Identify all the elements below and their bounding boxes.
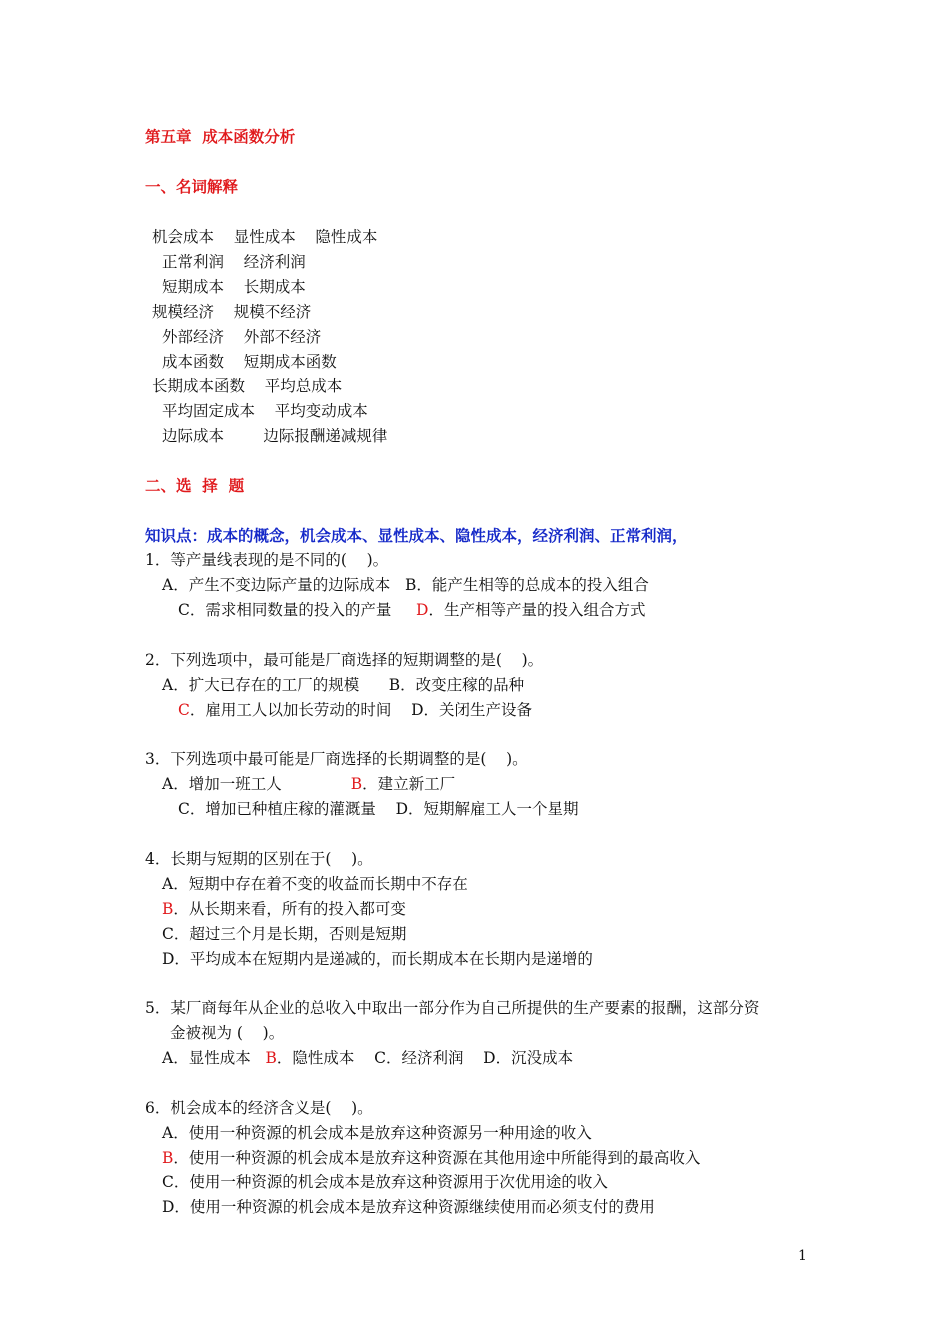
- q3-answer-letter: B: [350, 775, 363, 793]
- q1-option-d: ．生产相等产量的投入组合方式: [428, 601, 646, 619]
- section2-title: 二、选 择 题: [145, 476, 245, 495]
- q2-options-cd: [178, 700, 532, 720]
- term-line-8: 平均固定成本 平均变动成本: [162, 402, 368, 420]
- page-number: 1: [798, 1248, 807, 1264]
- q6-stem: 6．机会成本的经济含义是( )。: [145, 1099, 373, 1117]
- q3-stem: 3．下列选项中最可能是厂商选择的长期调整的是( )。: [145, 750, 528, 768]
- q2-answer-letter: C: [178, 701, 190, 719]
- q3-option-a: A．增加一班工人: [162, 775, 351, 793]
- q6-answer-letter: B: [162, 1149, 174, 1167]
- q1-options-ab: A．产生不变边际产量的边际成本 B．能产生相等的总成本的投入组合: [162, 576, 649, 594]
- q5-answer-letter: B: [265, 1049, 277, 1067]
- term-line-1: 机会成本 显性成本 隐性成本: [152, 228, 378, 246]
- term-line-2: 正常利润 经济利润: [162, 253, 306, 271]
- q6-option-b-line: [162, 1148, 700, 1168]
- q4-answer-letter: B: [162, 900, 174, 918]
- term-line-9: 边际成本 边际报酬递减规律: [162, 427, 388, 445]
- q5-option-bcd: ．隐性成本 C．经济利润 D．沉没成本: [276, 1049, 574, 1067]
- q6-option-c: C．使用一种资源的机会成本是放弃这种资源用于次优用途的收入: [162, 1173, 608, 1191]
- q2-option-cd: ．雇用工人以加长劳动的时间 D．关闭生产设备: [189, 701, 533, 719]
- q2-options-ab: A．扩大已存在的工厂的规模 B．改变庄稼的品种: [162, 676, 525, 694]
- q4-option-b-line: [162, 899, 406, 919]
- q3-options-cd: C．增加已种植庄稼的灌溉量 D．短期解雇工人一个星期: [178, 800, 579, 818]
- q4-option-c: C．超过三个月是长期，否则是短期: [162, 925, 407, 943]
- q3-options-ab: [162, 774, 455, 794]
- q4-stem: 4．长期与短期的区别在于( )。: [145, 850, 373, 868]
- q5-options: [162, 1048, 573, 1068]
- q1-answer-letter: D: [416, 601, 429, 619]
- term-line-6: 成本函数 短期成本函数: [162, 353, 337, 371]
- chapter-title: 第五章 成本函数分析: [145, 127, 296, 146]
- term-line-4: 规模经济 规模不经济: [152, 303, 312, 321]
- term-line-5: 外部经济 外部不经济: [162, 328, 322, 346]
- q4-option-a: A．短期中存在着不变的收益而长期中不存在: [162, 875, 468, 893]
- q4-option-b: ．从长期来看，所有的投入都可变: [173, 900, 406, 918]
- q6-option-a: A．使用一种资源的机会成本是放弃这种资源另一种用途的收入: [162, 1124, 592, 1142]
- q6-option-b: ．使用一种资源的机会成本是放弃这种资源在其他用途中所能得到的最高收入: [173, 1149, 701, 1167]
- q2-stem: 2．下列选项中，最可能是厂商选择的短期调整的是( )。: [145, 651, 544, 669]
- q4-option-d: D．平均成本在短期内是递减的，而长期成本在长期内是递增的: [162, 950, 593, 968]
- q5-option-a: A．显性成本: [162, 1049, 266, 1067]
- q3-option-b: ．建立新工厂: [362, 775, 456, 793]
- term-line-7: 长期成本函数 平均总成本: [152, 377, 343, 395]
- q1-option-c: C．需求相同数量的投入的产量: [178, 601, 416, 619]
- term-line-3: 短期成本 长期成本: [162, 278, 306, 296]
- q1-stem: 1．等产量线表现的是不同的( )。: [145, 551, 389, 569]
- q6-option-d: D．使用一种资源的机会成本是放弃这种资源继续使用而必须支付的费用: [162, 1198, 655, 1216]
- section1-title: 一、名词解释: [145, 177, 239, 196]
- knowledge-points: 知识点：成本的概念，机会成本、显性成本、隐性成本，经济利润、正常利润，: [145, 526, 688, 545]
- q1-options-cd: [178, 600, 645, 620]
- q5-stem-line2: 金被视为 ( )。: [170, 1024, 285, 1042]
- q5-stem-line1: 5．某厂商每年从企业的总收入中取出一部分作为自己所提供的生产要素的报酬，这部分资: [145, 999, 760, 1017]
